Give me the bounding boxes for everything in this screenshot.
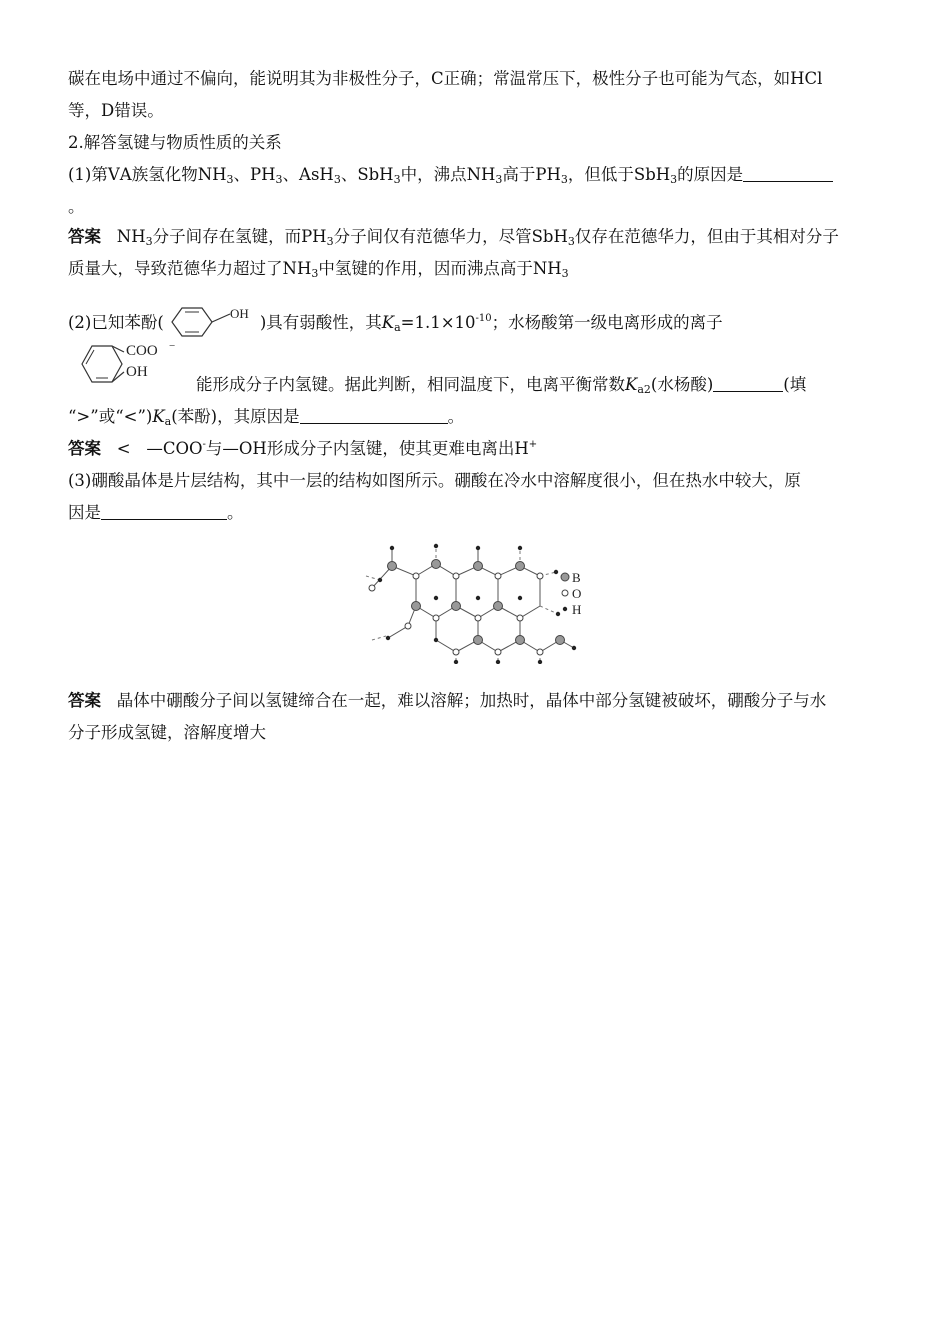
answer-blank (713, 374, 783, 392)
answer-blank (300, 406, 448, 424)
answer-label: 答案 (68, 439, 101, 458)
svg-text:O: O (572, 586, 582, 601)
question-3-line2: 因是 。 (68, 503, 244, 522)
svg-text:B: B (572, 570, 581, 585)
answer-3: 答案 晶体中硼酸分子间以氢键缔合在一起，难以溶解；加热时，晶体中部分氢键被破坏，硼酸分子与水 (68, 691, 827, 710)
question-2-line2: 能形成分子内氢键。据此判断，相同温度下，电离平衡常数$K_{a2}$(水杨酸) (填 (196, 375, 807, 396)
answer-label: 答案 (68, 227, 101, 246)
paragraph-line: 等，D错误。 (68, 101, 164, 120)
answer-3-line2: 分子形成氢键，溶解度增大 (68, 723, 266, 742)
answer-2: 答案 < —COO-与—OH形成分子内氢键，使其更难电离出H+ (68, 439, 538, 458)
svg-text:COO: COO (126, 343, 158, 359)
salicylate-ion-structure (76, 332, 196, 394)
section-title: 2.解答氢键与物质性质的关系 (68, 133, 282, 152)
question-1-end: 。 (68, 197, 85, 216)
answer-blank (743, 164, 833, 182)
figure-legend (561, 570, 581, 617)
svg-text:−: − (169, 340, 176, 352)
question-2: (2)已知苯酚( OH )具有弱酸性，其$K_a=1.1\times 10^{-10}$；水杨酸第一级电离形成的离子 (68, 302, 723, 324)
svg-text:OH: OH (126, 364, 148, 380)
question-2-line3: “>”或“$<”)K_a$(苯酚)，其原因是 。 (68, 407, 465, 428)
answer-label: 答案 (68, 691, 101, 710)
paragraph-line: 碳在电场中通过不偏向，能说明其为非极性分子，C正确；常温常压下，极性分子也可能为气态，如HCl (68, 69, 823, 88)
question-1: (1)第ⅤA族氢化物$NH_3$、$PH_3$、AsH$_3$、SbH$_3$中，沸点$NH_3$高于$PH_3$，但低于SbH$_3$的原因是 (68, 164, 833, 186)
svg-text:H: H (572, 602, 582, 617)
answer-blank (101, 502, 227, 520)
answer-1-line2: 质量大，导致范德华力超过了$NH_3$中氢键的作用，因而沸点高于$NH_3$ (68, 259, 569, 280)
question-3: (3)硼酸晶体是片层结构，其中一层的结构如图所示。硼酸在冷水中溶解度很小，但在热水中较大，原 (68, 471, 801, 490)
svg-text:OH: OH (229, 306, 249, 321)
answer-1: 答案 $NH_3$分子间存在氢键，而$PH_3$分子间仅有范德华力，尽管SbH$_3$仅存在范德华力，但由于其相对分子 (68, 227, 839, 248)
boric-acid-layer-figure (358, 536, 598, 664)
